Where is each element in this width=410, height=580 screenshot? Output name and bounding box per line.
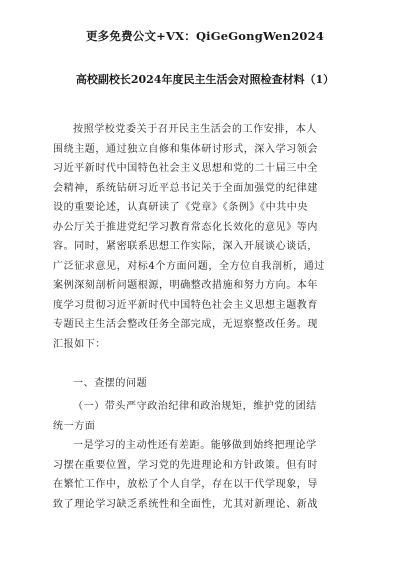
- text-line: （一）带头严守政治纪律和政治规矩，维护党的团结: [73, 401, 317, 412]
- text-line: 在繁忙工作中，放松了个人自学，存在以干代学现象，导: [53, 479, 318, 490]
- text-line: 容。同时，紧密联系思想工作实际，深入开展谈心谈话，: [53, 241, 318, 252]
- problem-paragraph: [53, 436, 359, 514]
- text-line: 按照学校党委关于召开民主生活会的工作安排，本人: [73, 124, 317, 135]
- promo-header: 更多免费公文+VX：QiGeGongWen2024: [85, 29, 325, 43]
- text-line: 汇报如下：: [53, 338, 106, 350]
- subsection-heading: [53, 397, 359, 436]
- document-title: 高校副校长2024年度民主生活会对照检查材料（1）: [75, 73, 335, 86]
- text-line: 案例深刻剖析问题根源，明确整改措施和努力方向。本年: [53, 280, 318, 291]
- text-line: 会精神，系统钻研习近平总书记关于全面加强党的纪律建: [53, 182, 318, 194]
- text-line: 统一方面: [53, 420, 96, 432]
- text-line: 专题民主生活会整改任务全部完成，无逗察整改任务。现: [53, 319, 318, 330]
- text-line: 办公厅关于推进党纪学习教育常态化长效化的意见》等内: [53, 221, 318, 233]
- text-line: 致了理论学习缺乏系统性和全面性，尤其对新理论、新战: [53, 498, 318, 510]
- text-line: 一是学习的主动性还有差距。能够做到始终把理论学: [73, 440, 317, 451]
- text-line: 围绕主题，通过独立自修和集体研讨形式，深入学习领会: [53, 143, 318, 155]
- text-line: 设的重要论述，认真研读了《党章》《条例》《中共中央: [53, 202, 308, 213]
- text-line: 习近平新时代中国特色社会主义思想和党的二十届三中全: [53, 163, 318, 174]
- text-line: 度学习贯彻习近平新时代中国特色社会主义思想主题教育: [53, 299, 318, 311]
- section-heading-text: 一、查摆的问题: [73, 378, 148, 389]
- intro-paragraph: [53, 120, 359, 354]
- text-line: 习摆在重要位置，学习党的先进理论和方针政策。但有时: [53, 459, 318, 471]
- text-line: 广泛征求意见，对标4个方面问题，全方位自我剖析，通过: [53, 260, 325, 272]
- section-heading: [53, 374, 359, 394]
